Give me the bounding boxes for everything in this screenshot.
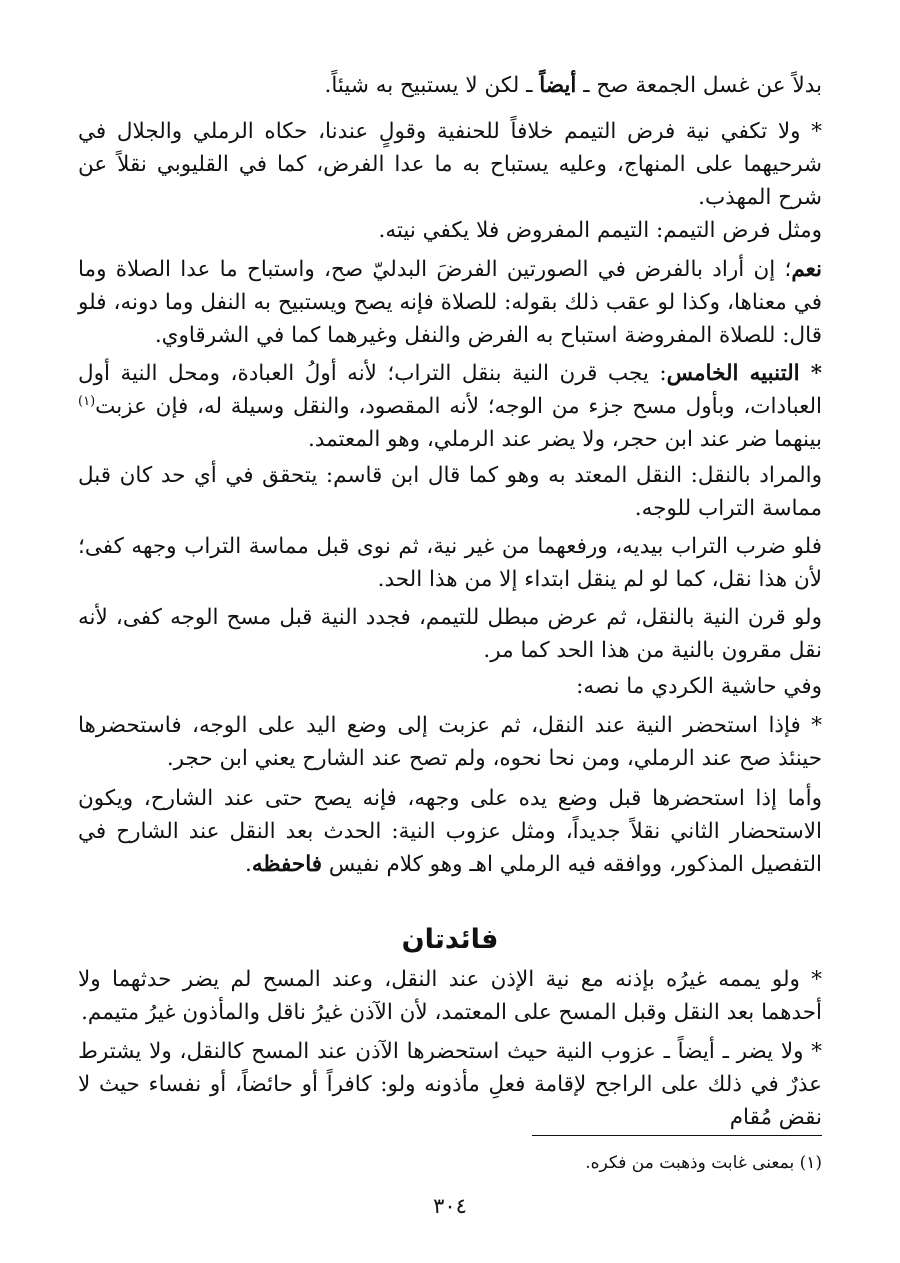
text-segment: ومثل فرض التيمم: التيمم المفروض فلا يكفي نيته. [378, 218, 822, 243]
paragraph-3 [78, 214, 822, 247]
text-segment: نعم [791, 257, 822, 282]
text-segment: ؛ إن أراد بالفرض في الصورتين الفرضَ البدليّ صح، واستباح ما عدا الصلاة وما في معناها، وكذا لو عقب ذلك بقوله: للصلاة فإنه يصح ويستبيح به النفل وما دونه، فلو قال: للصلاة المفروضة استباح به الفرض والنفل وغيرهما كما في الشرقاوي. [78, 257, 822, 348]
text-segment: ولو قرن النية بالنقل، ثم عرض مبطل للتيمم، فجدد النية قبل مسح الوجه كفى، لأنه نقل مقرون بالنية من هذا الحد كما مر. [78, 605, 822, 663]
footnote-ref: (١) [78, 393, 96, 409]
text-segment: : يجب قرن النية بنقل التراب؛ لأنه أولُ العبادة، ومحل النية أول العبادات، وبأول مسح جزء من الوجه؛ لأنه المقصود، والنقل وسيلة له، فإن عزبت [78, 361, 822, 419]
text-segment: وأما إذا استحضرها قبل وضع يده على وجهه، فإنه يصح حتى عند الشارح، ويكون الاستحضار الثاني نقلاً جديداً، ومثل عزوب النية: الحدث بعد النقل عند الشارح في التفصيل المذكور، ووافقه فيه الرملي اهـ وهو كلام نفيس [78, 786, 822, 877]
text-segment: أيضاً [539, 73, 577, 98]
text-segment: ـ لكن لا يستبيح به شيئاً. [324, 73, 540, 98]
section-heading: فائدتان [401, 924, 499, 955]
text-segment: * ولا يضر ـ أيضاً ـ عزوب النية حيث استحضرها الآذن عند المسح كالنقل، ولا يشترط عذرٌ في ذلك على الراجح لإقامة فعلِ مأذونه ولو: كافراً أو حائضاً، أو نفساء حيث لا نقض مُقام [78, 1039, 822, 1130]
paragraph-5 [78, 357, 822, 456]
text-segment: . [245, 852, 252, 877]
text-segment: وفي حاشية الكردي ما نصه: [576, 674, 822, 699]
text-segment: بدلاً عن غسل الجمعة صح ـ [576, 73, 822, 98]
text-segment: بينهما ضر عند ابن حجر، ولا يضر عند الرملي، وهو المعتمد. [307, 427, 822, 452]
page-number: ٣٠٤ [433, 1194, 467, 1218]
paragraph-10 [78, 709, 822, 775]
paragraph-2 [78, 115, 822, 214]
text-segment: * فإذا استحضر النية عند النقل، ثم عزبت إلى وضع اليد على الوجه، فاستحضرها حينئذ صح عند الرملي، ومن نحا نحوه، ولم تصح عند الشارح يعني ابن حجر. [78, 713, 822, 771]
footnote-divider [532, 1135, 822, 1136]
paragraph-6 [78, 459, 822, 525]
paragraph-9 [78, 670, 822, 703]
text-segment: فاحفظه [251, 852, 323, 877]
paragraph-11 [78, 782, 822, 881]
paragraph-4 [78, 253, 822, 352]
paragraph-13 [78, 1035, 822, 1134]
paragraph-12 [78, 963, 822, 1029]
paragraph-8 [78, 601, 822, 667]
text-segment: * ولو يممه غيرُه بإذنه مع نية الإذن عند النقل، وعند المسح لم يضر حدثهما ولا أحدهما بعد النقل وقبل المسح على المعتمد، لأن الآذن غيرُ ناقل والمأذون غيرُ متيمم. [78, 967, 822, 1025]
text-segment: والمراد بالنقل: النقل المعتد به وهو كما قال ابن قاسم: يتحقق في أي حد كان قبل مماسة التراب للوجه. [78, 463, 822, 521]
paragraph-7 [78, 530, 822, 596]
paragraph-1 [78, 69, 822, 102]
footnote: (١) بمعنى غابت وذهبت من فكره. [585, 1153, 822, 1173]
text-segment: * ولا تكفي نية فرض التيمم خلافاً للحنفية وقولٍ عندنا، حكاه الرملي والجلال في شرحيهما على المنهاج، وعليه يستباح به ما عدا الفرض، كما في القليوبي نقلاً عن شرح المهذب. [78, 119, 822, 210]
text-segment: فلو ضرب التراب بيديه، ورفعهما من غير نية، ثم نوى قبل مماسة التراب وجهه كفى؛ لأن هذا نقل، كما لو لم ينقل ابتداء إلا من هذا الحد. [78, 534, 822, 592]
text-segment: * التنبيه الخامس [666, 361, 822, 386]
